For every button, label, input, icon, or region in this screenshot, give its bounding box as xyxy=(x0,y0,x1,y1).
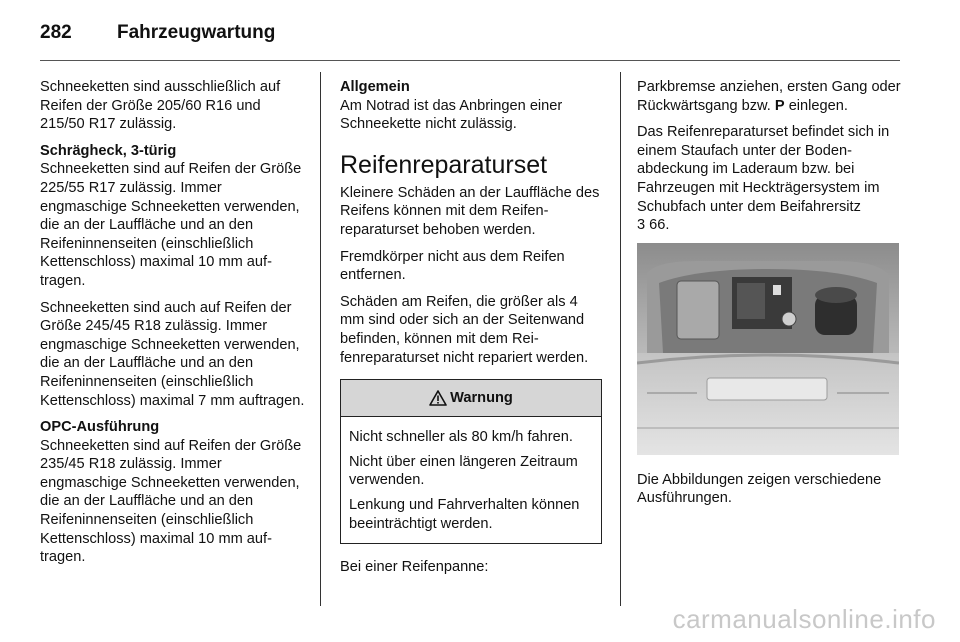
column-right xyxy=(637,78,902,516)
paragraph-reifenpanne: Bei einer Reifenpanne: xyxy=(340,559,489,576)
photo-caption: Die Abbildungen zeigen verschiedene Ausführungen. xyxy=(637,471,882,507)
warning-header xyxy=(341,380,601,417)
parkbremse-text-start: Parkbremse anziehen, ersten Gang oder Rückwärtsgang bzw. xyxy=(637,79,901,114)
section-opc xyxy=(40,418,308,567)
warning-title: Warnung xyxy=(450,389,513,406)
page-reference-icon: 3 xyxy=(637,217,646,234)
warning-item: Nicht über einen längeren Zeitraum verwenden. xyxy=(349,453,578,489)
page-reference-link[interactable]: 66. xyxy=(645,217,670,234)
section-schraegheck xyxy=(40,142,308,291)
paragraph-schaeden-4mm: Schäden am Reifen, die größer als 4 mm sind oder sich an der Seitenwand befinden, können mit dem Reifenreparaturset nicht repariert werden. xyxy=(340,293,589,366)
warning-body xyxy=(341,417,601,543)
watermark: carmanualsonline.info xyxy=(672,604,936,634)
warning-box xyxy=(340,379,602,544)
column-divider-2 xyxy=(620,72,621,606)
gear-p-label: P xyxy=(774,97,785,114)
page-title: Fahrzeugwartung xyxy=(117,22,276,43)
column-left xyxy=(40,78,308,575)
column-middle xyxy=(340,78,602,585)
paragraph-245-45: Schneeketten sind auch auf Reifen der Größe 245/45 R18 zulässig. Immer engmaschige Schneeketten verwenden, die an der Lauffläche und an den Reifeninnenseiten (einschließlich Kettenschloss) maximal 7 mm auftragen. xyxy=(40,299,305,409)
paragraph-parkbremse xyxy=(637,78,902,115)
column-divider-1 xyxy=(320,72,321,606)
paragraph-staufach xyxy=(637,123,902,235)
paragraph-opc: Schneeketten sind auf Reifen der Größe 235/45 R18 zulässig. Immer engmaschige Schneeketten verwenden, die an der Lauffläche und an den Reifeninnenseiten (einschließlich Kettenschloss) maximal 10 mm auftragen. xyxy=(40,437,302,566)
intro-paragraph: Schneeketten sind ausschließlich auf Reifen der Größe 205/60 R16 und 215/50 R17 zulässig. xyxy=(40,79,281,133)
subheading-allgemein: Allgemein xyxy=(340,79,410,95)
header-rule xyxy=(40,60,900,61)
subheading-schraegheck: Schrägheck, 3-türig xyxy=(40,142,177,159)
section-allgemein xyxy=(340,78,602,134)
page-header xyxy=(40,22,900,56)
warning-icon xyxy=(429,390,447,406)
paragraph-allgemein: Am Notrad ist das Anbringen einer Schneekette nicht zulässig. xyxy=(340,97,563,133)
tire-repair-kit-photo xyxy=(637,243,899,455)
paragraph-kleinere-schaeden: Kleinere Schäden an der Lauffläche des Reifens können mit dem Reifenreparaturset behoben werden. xyxy=(340,184,600,238)
parkbremse-text-end: einlegen. xyxy=(784,97,848,114)
subheading-opc: OPC-Ausführung xyxy=(40,419,160,436)
warning-item: Nicht schneller als 80 km/h fahren. xyxy=(349,429,573,446)
paragraph-schraegheck: Schneeketten sind auf Reifen der Größe 225/55 R17 zulässig. Immer engmaschige Schneeketten verwenden, die an der Lauffläche und an den Reifeninnenseiten (einschließlich Kettenschloss) maximal 10 mm auftragen. xyxy=(40,161,302,289)
section-title-reifenreparaturset: Reifenreparaturset xyxy=(340,150,548,179)
paragraph-fremdkoerper: Fremdkörper nicht aus dem Reifen entfernen. xyxy=(340,248,565,284)
warning-item: Lenkung und Fahrverhalten können beeinträchtigt werden. xyxy=(349,496,580,532)
page-number: 282 xyxy=(40,22,72,43)
staufach-text: Das Reifenreparaturset befindet sich in einem Staufach unter der Bodenabdeckung im Laderaum bzw. bei Fahrzeugen mit Heckträgersystem im Schubfach unter dem Beifahrersitz xyxy=(637,124,890,215)
